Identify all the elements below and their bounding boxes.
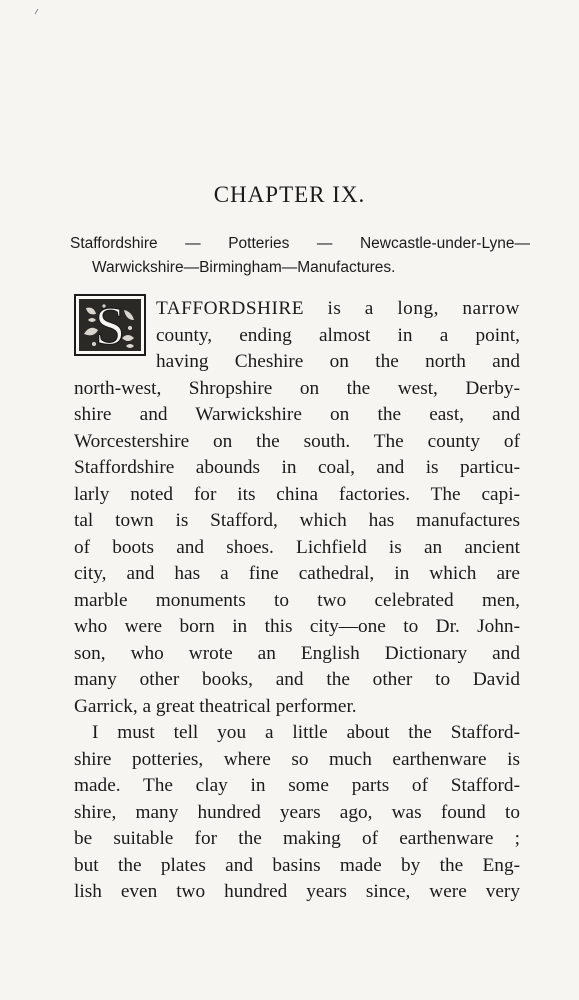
chapter-title: CHAPTER IX.	[213, 182, 366, 207]
paragraph-line: shire potteries, where so much earthenware is	[74, 748, 520, 770]
paragraph-line: be suitable for the making of earthenware ;	[74, 828, 520, 849]
paragraph-line: shire and Warwickshire on the east, and	[74, 404, 520, 425]
paragraph-line: Garrick, a great theatrical performer.	[74, 695, 357, 717]
paragraph-line: Worcestershire on the south. The county of	[74, 430, 520, 452]
paragraph-line: many other books, and the other to David	[74, 669, 520, 690]
dropcap-letter: S	[94, 296, 126, 356]
paragraph-line: larly noted for its china factories. The capi-	[74, 483, 520, 505]
paragraph-line: but the plates and basins made by the Eng-	[74, 854, 520, 876]
chapter-summary	[70, 232, 530, 280]
summary-line-2: Warwickshire—Birmingham—Manufactures.	[92, 259, 396, 276]
paragraph-line: tal town is Stafford, which has manufactures	[74, 510, 520, 531]
paragraph-line: shire, many hundred years ago, was found to	[74, 801, 520, 823]
paragraph-line: TAFFORDSHIRE is a long, narrow	[156, 298, 520, 319]
margin-speck	[34, 8, 39, 15]
body-text	[74, 296, 520, 906]
paragraph-line: county, ending almost in a point,	[156, 324, 520, 346]
paragraph-line: made. The clay in some parts of Stafford-	[74, 775, 520, 796]
paragraph-line: lish even two hundred years since, were very	[74, 881, 520, 902]
paragraph-line: of boots and shoes. Lichfield is an ancient	[74, 536, 520, 558]
paragraph-line: having Cheshire on the north and	[156, 351, 520, 372]
paragraph-line: marble monuments to two celebrated men,	[74, 589, 520, 611]
paragraph-line: son, who wrote an English Dictionary and	[74, 642, 520, 664]
summary-line-1: Staffordshire — Potteries — Newcastle-under-Lyne—	[70, 235, 530, 252]
paragraph-line: I must tell you a little about the Stafford-	[92, 722, 520, 743]
paragraph-line: north-west, Shropshire on the west, Derby-	[74, 377, 520, 399]
paragraph-line: Staffordshire abounds in coal, and is particu-	[74, 457, 520, 478]
paragraph-line: city, and has a fine cathedral, in which are	[74, 563, 520, 584]
paragraph-line: who were born in this city—one to Dr. John-	[74, 616, 520, 637]
